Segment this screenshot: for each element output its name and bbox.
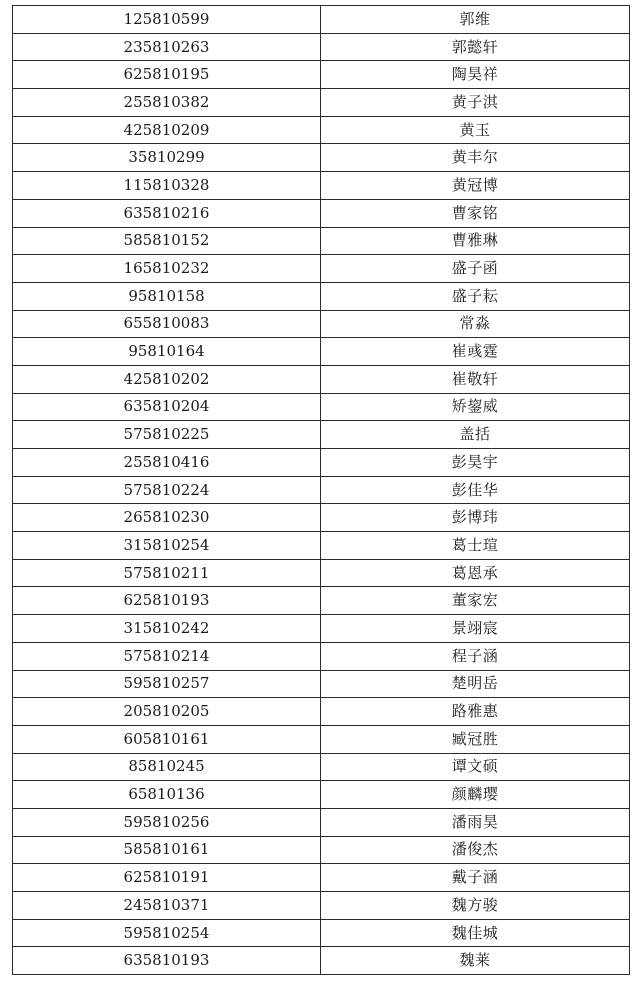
student-id-cell: 605810161	[13, 725, 321, 753]
student-id-cell: 165810232	[13, 255, 321, 283]
student-name-cell: 潘雨昊	[321, 808, 630, 836]
table-row	[13, 89, 630, 117]
student-id-cell: 575810214	[13, 642, 321, 670]
table-row	[13, 33, 630, 61]
table-row	[13, 449, 630, 477]
table-row	[13, 6, 630, 34]
table-row	[13, 255, 630, 283]
student-id-cell: 575810224	[13, 476, 321, 504]
student-name-cell: 彭佳华	[321, 476, 630, 504]
student-name-cell: 谭文硕	[321, 753, 630, 781]
table-row	[13, 365, 630, 393]
student-id-cell: 65810136	[13, 781, 321, 809]
table-row	[13, 172, 630, 200]
student-name-cell: 陶昊祥	[321, 61, 630, 89]
student-name-cell: 曹家铭	[321, 199, 630, 227]
student-id-cell: 585810161	[13, 836, 321, 864]
student-name-cell: 楚明岳	[321, 670, 630, 698]
student-name-cell: 郭维	[321, 6, 630, 34]
student-id-cell: 625810191	[13, 864, 321, 892]
table-row	[13, 725, 630, 753]
table-row	[13, 116, 630, 144]
student-id-cell: 575810225	[13, 421, 321, 449]
student-name-cell: 魏佳城	[321, 919, 630, 947]
student-name-cell: 葛士瑄	[321, 532, 630, 560]
student-name-cell: 颜麟璎	[321, 781, 630, 809]
table-row	[13, 892, 630, 920]
student-id-cell: 35810299	[13, 144, 321, 172]
student-name-cell: 董家宏	[321, 587, 630, 615]
student-name-cell: 魏莱	[321, 947, 630, 975]
table-row	[13, 282, 630, 310]
table-row	[13, 864, 630, 892]
roster-table	[12, 5, 630, 975]
table-row	[13, 836, 630, 864]
student-name-cell: 曹雅琳	[321, 227, 630, 255]
student-name-cell: 盖括	[321, 421, 630, 449]
student-name-cell: 崔敬轩	[321, 365, 630, 393]
student-name-cell: 黄丰尔	[321, 144, 630, 172]
student-id-cell: 635810216	[13, 199, 321, 227]
student-name-cell: 黄玉	[321, 116, 630, 144]
table-row	[13, 947, 630, 975]
student-id-cell: 115810328	[13, 172, 321, 200]
table-row	[13, 698, 630, 726]
table-row	[13, 587, 630, 615]
student-name-cell: 黄子淇	[321, 89, 630, 117]
student-id-cell: 425810202	[13, 365, 321, 393]
student-name-cell: 盛子函	[321, 255, 630, 283]
roster-table-body	[13, 6, 630, 975]
student-id-cell: 635810193	[13, 947, 321, 975]
table-row	[13, 338, 630, 366]
student-name-cell: 盛子耘	[321, 282, 630, 310]
table-row	[13, 753, 630, 781]
student-name-cell: 崔彧霆	[321, 338, 630, 366]
table-row	[13, 808, 630, 836]
table-row	[13, 559, 630, 587]
student-id-cell: 595810254	[13, 919, 321, 947]
student-id-cell: 595810256	[13, 808, 321, 836]
table-row	[13, 504, 630, 532]
student-id-cell: 245810371	[13, 892, 321, 920]
student-id-cell: 205810205	[13, 698, 321, 726]
student-name-cell: 潘俊杰	[321, 836, 630, 864]
table-row	[13, 919, 630, 947]
table-row	[13, 421, 630, 449]
student-id-cell: 315810242	[13, 615, 321, 643]
table-row	[13, 199, 630, 227]
student-id-cell: 425810209	[13, 116, 321, 144]
student-name-cell: 程子涵	[321, 642, 630, 670]
student-id-cell: 235810263	[13, 33, 321, 61]
table-row	[13, 476, 630, 504]
student-id-cell: 255810382	[13, 89, 321, 117]
student-id-cell: 655810083	[13, 310, 321, 338]
student-name-cell: 魏方骏	[321, 892, 630, 920]
table-row	[13, 615, 630, 643]
student-id-cell: 255810416	[13, 449, 321, 477]
student-name-cell: 戴子涵	[321, 864, 630, 892]
table-row	[13, 532, 630, 560]
table-row	[13, 61, 630, 89]
student-id-cell: 265810230	[13, 504, 321, 532]
table-row	[13, 642, 630, 670]
student-name-cell: 常淼	[321, 310, 630, 338]
student-id-cell: 125810599	[13, 6, 321, 34]
student-id-cell: 95810158	[13, 282, 321, 310]
table-row	[13, 781, 630, 809]
student-id-cell: 625810193	[13, 587, 321, 615]
student-id-cell: 315810254	[13, 532, 321, 560]
student-id-cell: 585810152	[13, 227, 321, 255]
table-row	[13, 144, 630, 172]
table-row	[13, 393, 630, 421]
table-row	[13, 310, 630, 338]
student-name-cell: 路雅惠	[321, 698, 630, 726]
student-id-cell: 85810245	[13, 753, 321, 781]
student-name-cell: 景翊宸	[321, 615, 630, 643]
student-name-cell: 郭懿轩	[321, 33, 630, 61]
student-name-cell: 臧冠胜	[321, 725, 630, 753]
student-name-cell: 彭昊宇	[321, 449, 630, 477]
table-row	[13, 227, 630, 255]
student-id-cell: 95810164	[13, 338, 321, 366]
student-id-cell: 635810204	[13, 393, 321, 421]
student-id-cell: 575810211	[13, 559, 321, 587]
table-row	[13, 670, 630, 698]
student-name-cell: 彭博玮	[321, 504, 630, 532]
student-id-cell: 595810257	[13, 670, 321, 698]
student-name-cell: 矫鋆威	[321, 393, 630, 421]
student-id-cell: 625810195	[13, 61, 321, 89]
student-name-cell: 葛恩承	[321, 559, 630, 587]
student-name-cell: 黄冠博	[321, 172, 630, 200]
